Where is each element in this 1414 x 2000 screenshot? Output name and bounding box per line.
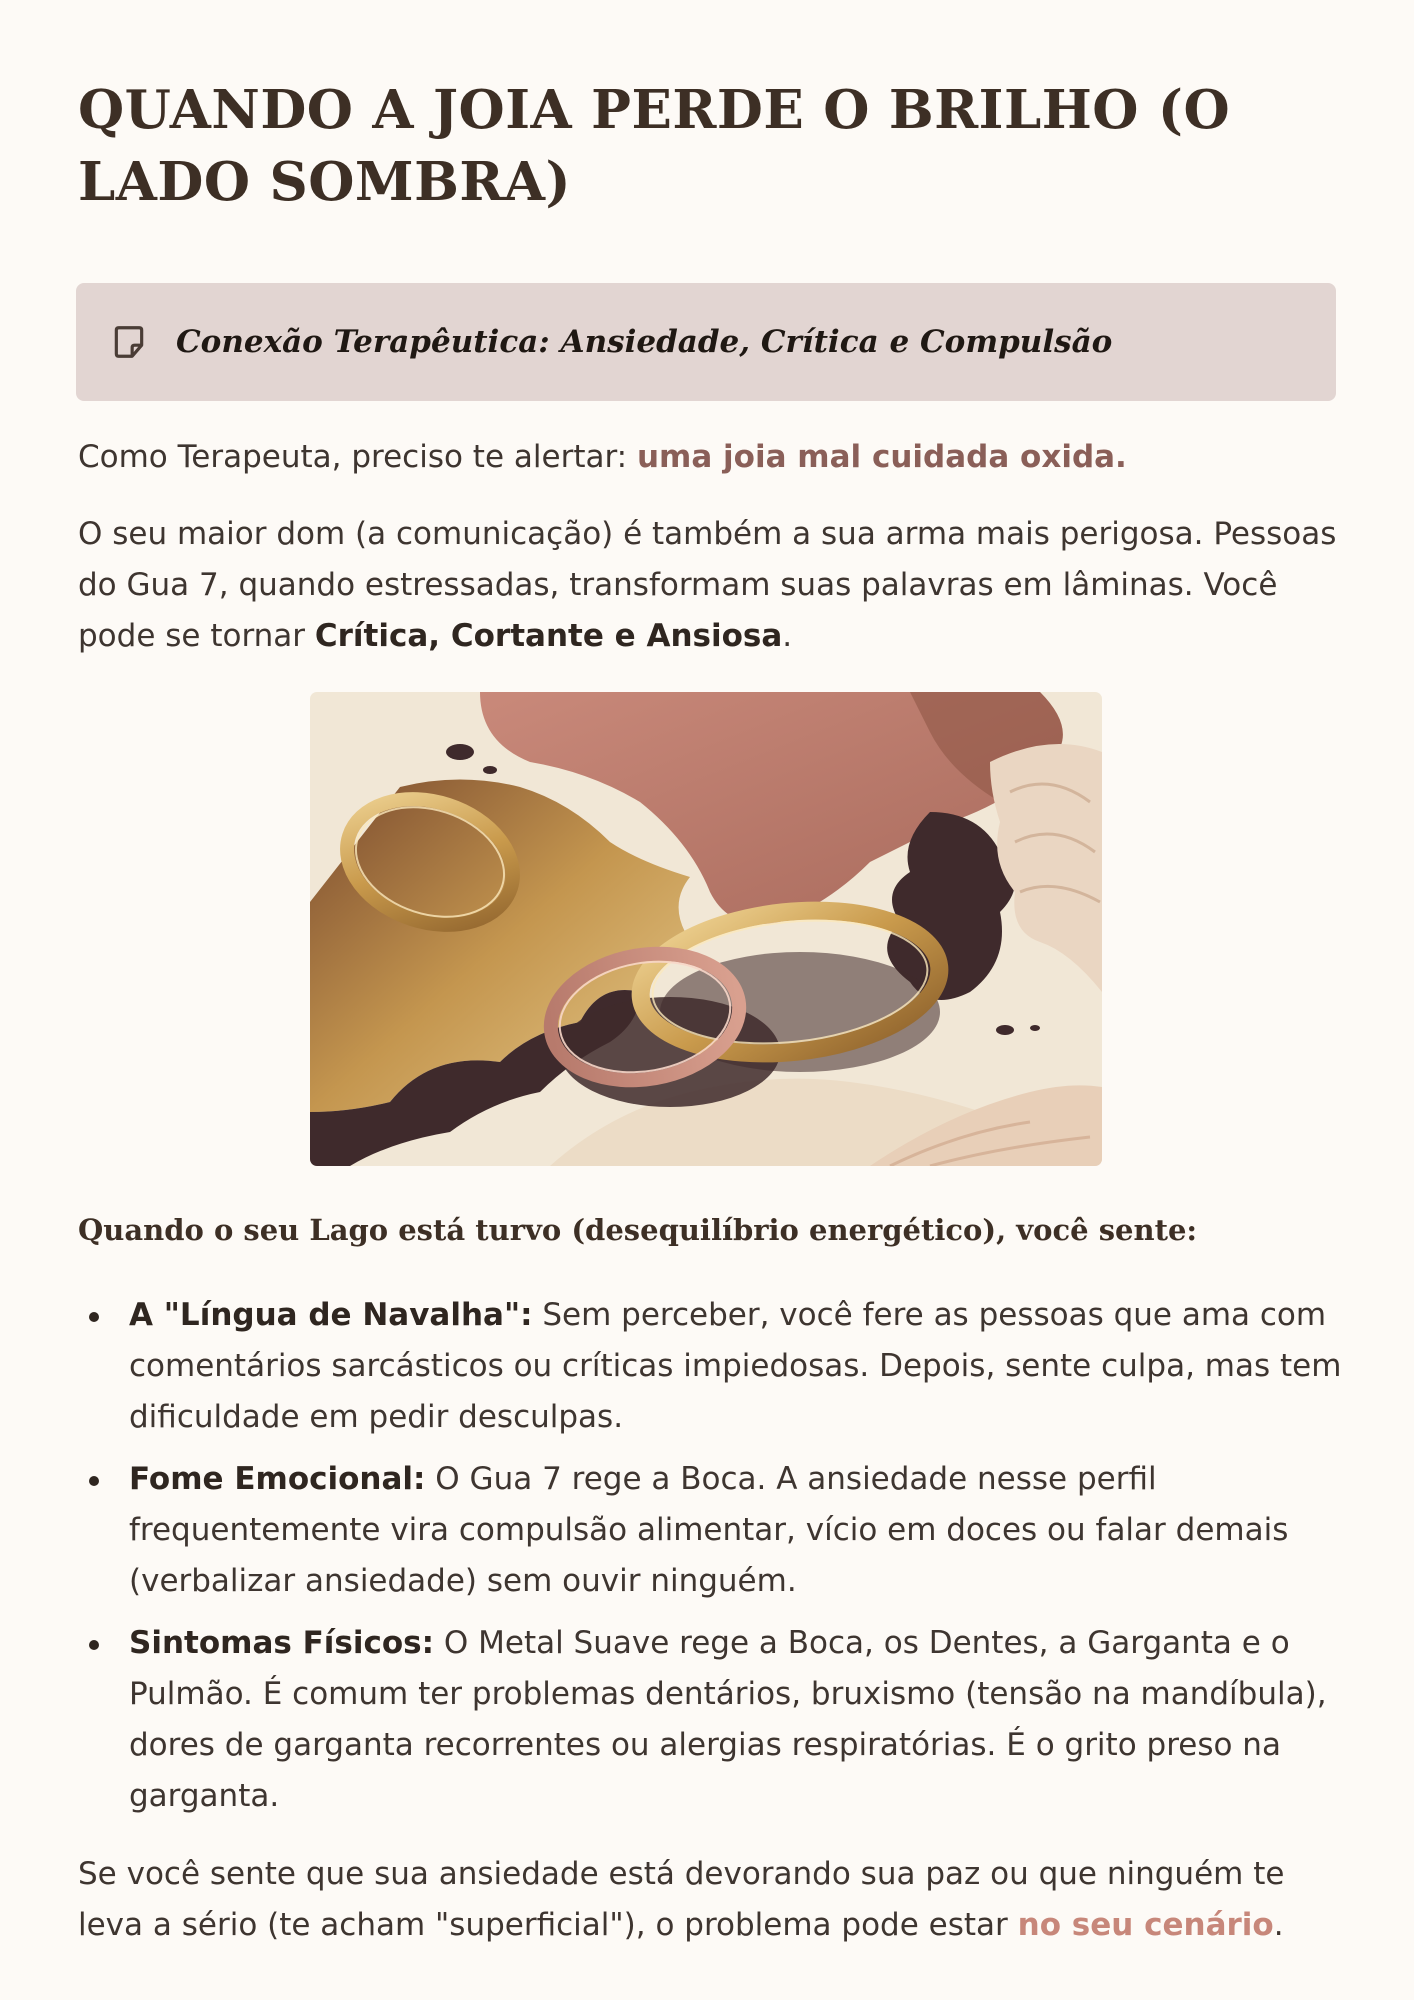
intro-text: Como Terapeuta, preciso te alertar: [78,439,637,475]
closing-text: Se você sente que sua ansiedade está devorando sua paz ou que ninguém te leva a sério (te acham "superficial"), o problema pode estar [78,1856,1285,1943]
page-title: QUANDO A JOIA PERDE O BRILHO (O LADO SOMBRA) [78,79,1231,213]
closing-end: . [1273,1907,1284,1943]
intro-highlight: uma joia mal cuidada oxida. [636,439,1127,475]
list-item-label: A "Língua de Navalha": [129,1297,533,1333]
callout-box [76,283,1336,401]
list-item [129,1454,1391,1607]
intro-paragraph [78,432,1340,483]
list-item-text: Sem perceber, você fere as pessoas que ama com comentários sarcásticos ou críticas impiedosas. Depois, sente culpa, mas tem dificuldade em pedir desculpas. [129,1297,1342,1435]
closing-paragraph [78,1849,1340,1951]
list-item-text: O Gua 7 rege a Boca. A ansiedade nesse perfil frequentemente vira compulsão alimentar, vício em doces ou falar demais (verbalizar ansiedade) sem ouvir ninguém. [129,1461,1289,1599]
list-item [129,1618,1391,1822]
section-heading: Quando o seu Lago está turvo (desequilíbrio energético), você sente: [78,1213,1198,1247]
list-item-label: Fome Emocional: [129,1461,426,1497]
list-item-text: O Metal Suave rege a Boca, os Dentes, a Garganta e o Pulmão. É comum ter problemas dentários, bruxismo (tensão na mandíbula), dores de garganta recorrentes ou alergias respiratórias. É o grito preso na garganta. [129,1625,1327,1814]
shadow-text: O seu maior dom (a comunicação) é também a sua arma mais perigosa. Pessoas do Gua 7, quando estressadas, transformam suas palavras em lâminas. Você pode se tornar [78,516,1337,654]
list-item [129,1290,1391,1443]
list-item-label: Sintomas Físicos: [129,1625,435,1661]
shadow-paragraph [78,509,1340,662]
golden-rings-illustration [310,692,1102,1166]
closing-highlight: no seu cenário [1017,1907,1274,1943]
callout-title: Conexão Terapêutica: Ansiedade, Crítica e Compulsão [176,324,1113,360]
sticky-note-icon [110,323,148,361]
shadow-bold: Crítica, Cortante e Ansiosa [314,618,783,654]
shadow-end: . [782,618,793,654]
symptom-list [78,1290,1391,1833]
rings-illustration [310,692,1102,1166]
